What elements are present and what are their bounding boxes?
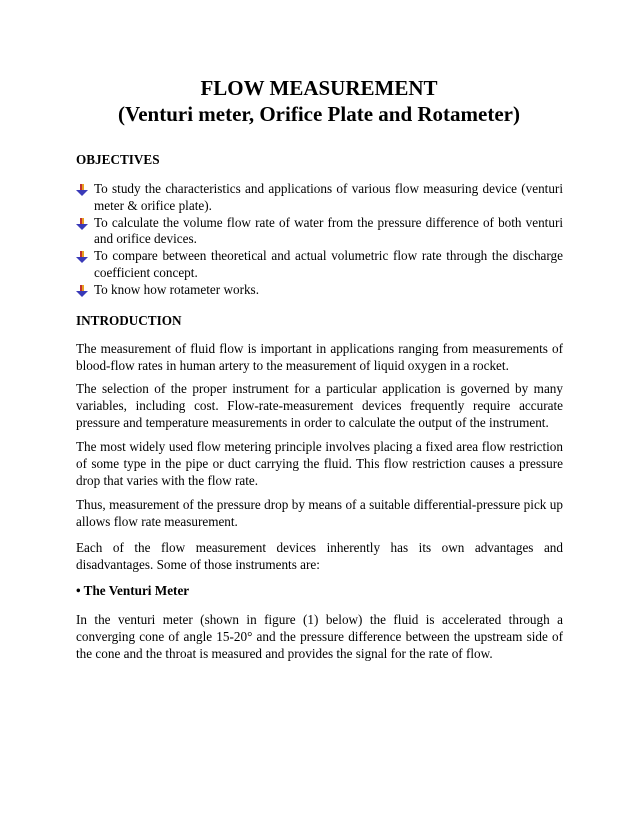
intro-paragraph: The most widely used flow metering principle involves placing a fixed area flow restriction of some type in the pipe or duct carrying the fluid. This flow restriction causes a pressure drop that varies with the flow rate. — [76, 439, 563, 488]
objectives-heading: OBJECTIVES — [76, 152, 160, 167]
objective-text: To compare between theoretical and actual volumetric flow rate through the discharge coefficient concept. — [94, 248, 563, 280]
objective-text: To study the characteristics and applications of various flow measuring device (venturi meter & orifice plate). — [94, 181, 563, 213]
introduction-heading: INTRODUCTION — [76, 313, 182, 328]
arrow-down-bullet-icon — [76, 285, 88, 297]
intro-paragraph: The measurement of fluid flow is important in applications ranging from measurements of blood-flow rates in human artery to the measurement of liquid oxygen in a rocket. — [76, 341, 563, 373]
title-line-1: FLOW MEASUREMENT — [200, 76, 438, 100]
document-title — [60, 75, 578, 127]
objective-item — [76, 215, 563, 249]
venturi-paragraph: In the venturi meter (shown in figure (1) below) the fluid is accelerated through a converging cone of angle 15-20° and the pressure difference between the upstream side of the cone and the throat is measured and provides the signal for the rate of flow. — [76, 612, 563, 661]
intro-paragraph: The selection of the proper instrument for a particular application is governed by many variables, including cost. Flow-rate-measurement devices frequently require accurate pressure and temperature measurements in order to calculate the output of the instrument. — [76, 381, 563, 430]
objective-text: To know how rotameter works. — [94, 281, 259, 297]
objective-item — [76, 248, 563, 282]
title-line-2: (Venturi meter, Orifice Plate and Rotameter) — [118, 102, 520, 126]
venturi-heading: • The Venturi Meter — [76, 583, 190, 598]
objective-text: To calculate the volume flow rate of water from the pressure difference of both venturi and orifice devices. — [94, 214, 563, 247]
objective-item — [76, 181, 563, 215]
arrow-down-bullet-icon — [76, 251, 88, 263]
intro-paragraph: Thus, measurement of the pressure drop by means of a suitable differential-pressure pick up allows flow rate measurement. — [76, 497, 563, 529]
objectives-list — [76, 181, 563, 299]
intro-paragraph: Each of the flow measurement devices inherently has its own advantages and disadvantages. Some of those instruments are: — [76, 540, 563, 572]
arrow-down-bullet-icon — [76, 218, 88, 230]
arrow-down-bullet-icon — [76, 184, 88, 196]
objective-item — [76, 282, 563, 299]
